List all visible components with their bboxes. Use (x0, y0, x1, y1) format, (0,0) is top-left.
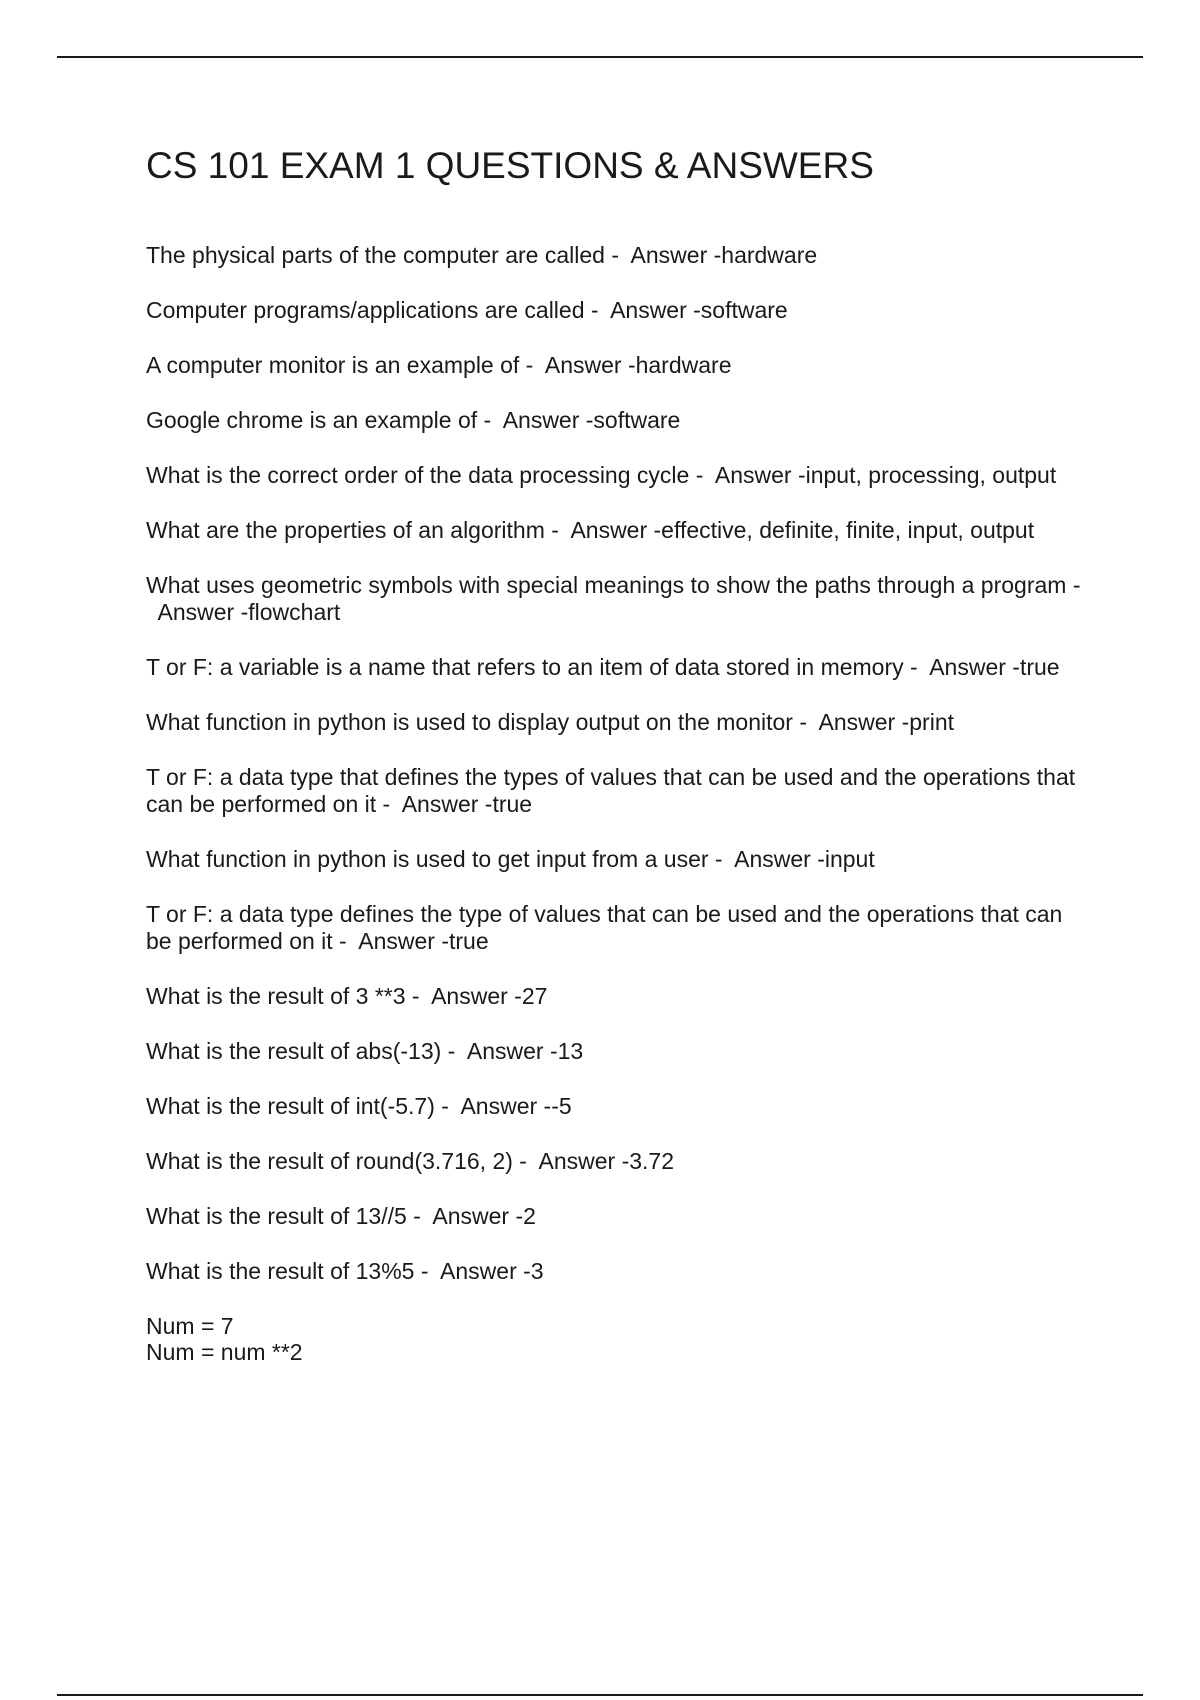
qa-item (146, 1038, 1086, 1065)
question-text: What function in python is used to get input from a user - (146, 846, 723, 872)
answer-text: Answer -print (818, 709, 954, 735)
question-text: What is the result of 13//5 - (146, 1203, 421, 1229)
question-text: Computer programs/applications are called - (146, 297, 599, 323)
question-text: What is the correct order of the data processing cycle - (146, 462, 704, 488)
answer-text: Answer -true (929, 654, 1060, 680)
answer-text: Answer -flowchart (157, 599, 341, 625)
answer-text: Answer -27 (431, 983, 548, 1009)
qa-item (146, 1148, 1086, 1175)
question-text: What are the properties of an algorithm - (146, 517, 559, 543)
qa-list (146, 242, 1086, 1393)
qa-item (146, 242, 1086, 269)
question-text: What is the result of round(3.716, 2) - (146, 1148, 527, 1174)
qa-item (146, 462, 1086, 489)
question-text: What uses geometric symbols with special meanings to show the paths through a program - (146, 572, 1081, 598)
answer-text: Answer -true (401, 791, 533, 817)
page-title: CS 101 EXAM 1 QUESTIONS & ANSWERS (146, 145, 874, 186)
question-text: The physical parts of the computer are called - (146, 242, 620, 268)
question-text: Google chrome is an example of - (146, 407, 492, 433)
qa-item (146, 983, 1086, 1010)
question-text: T or F: a data type that defines the types of values that can be used and the operations that can be performed on it - (146, 764, 1076, 817)
qa-item (146, 709, 1086, 736)
qa-item (146, 1203, 1086, 1230)
question-text: What function in python is used to display output on the monitor - (146, 709, 807, 735)
answer-text: Answer -hardware (544, 352, 732, 378)
qa-item (146, 654, 1086, 681)
qa-item (146, 297, 1086, 324)
answer-text: Answer -2 (432, 1203, 536, 1229)
question-text: What is the result of int(-5.7) - (146, 1093, 449, 1119)
qa-item (146, 517, 1086, 544)
qa-item (146, 352, 1086, 379)
code-snippet (146, 1313, 1086, 1365)
answer-text: Answer -software (610, 297, 788, 323)
question-text: T or F: a variable is a name that refers to an item of data stored in memory - (146, 654, 918, 680)
answer-text: Answer -software (502, 407, 681, 433)
bottom-divider (57, 1694, 1143, 1696)
answer-text: Answer -hardware (630, 242, 818, 268)
qa-item (146, 407, 1086, 434)
code-line: Num = 7 (146, 1313, 234, 1339)
qa-item (146, 901, 1086, 955)
answer-text: Answer -input (734, 846, 875, 872)
answer-text: Answer -3 (440, 1258, 544, 1284)
answer-text: Answer --5 (460, 1093, 572, 1119)
answer-text: Answer -13 (466, 1038, 584, 1064)
qa-item (146, 572, 1086, 626)
qa-item (146, 1093, 1086, 1120)
top-divider (57, 56, 1143, 58)
question-text: T or F: a data type defines the type of values that can be used and the operations that can be performed on it - (146, 901, 1063, 954)
qa-item (146, 1258, 1086, 1285)
question-text: What is the result of abs(-13) - (146, 1038, 456, 1064)
question-text: What is the result of 13%5 - (146, 1258, 429, 1284)
answer-text: Answer -input, processing, output (714, 462, 1057, 488)
answer-text: Answer -true (358, 928, 489, 954)
code-line: Num = num **2 (146, 1339, 303, 1365)
answer-text: Answer -3.72 (538, 1148, 674, 1174)
question-text: A computer monitor is an example of - (146, 352, 534, 378)
qa-item (146, 846, 1086, 873)
answer-text: Answer -effective, definite, finite, input, output (570, 517, 1035, 543)
qa-item (146, 764, 1086, 818)
question-text: What is the result of 3 **3 - (146, 983, 420, 1009)
